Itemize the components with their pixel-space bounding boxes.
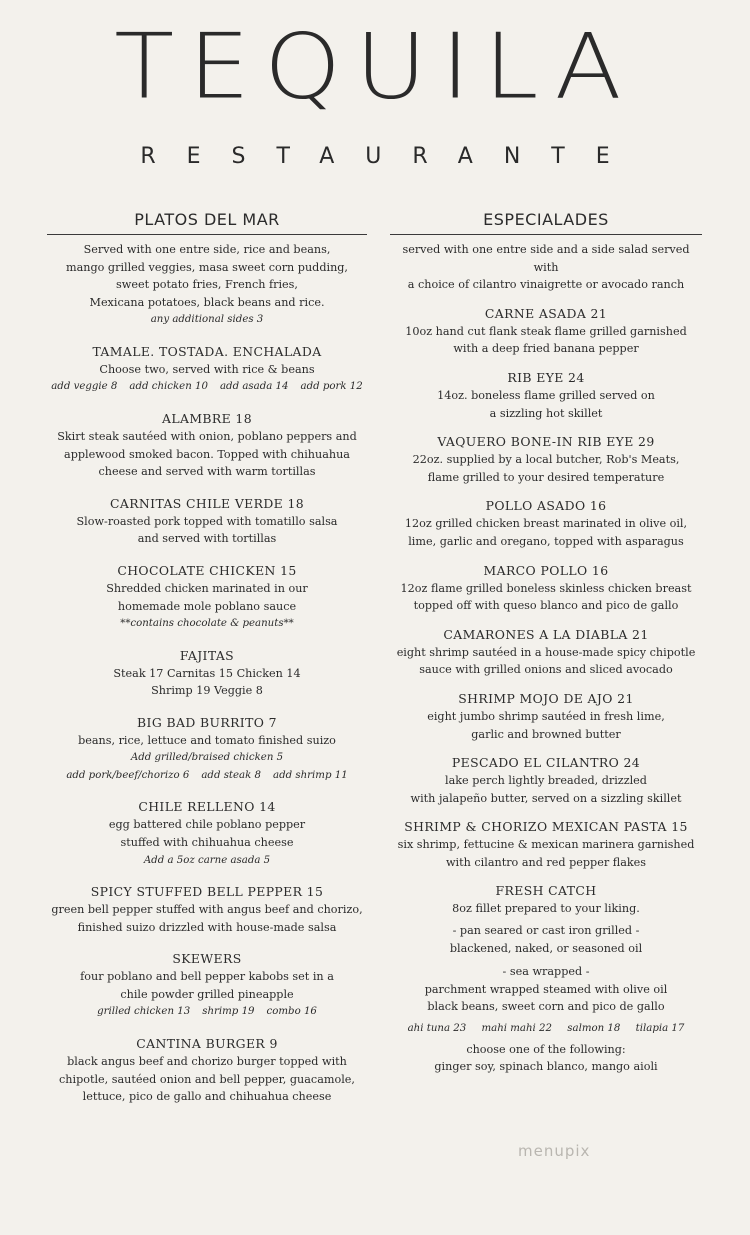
brand-subtitle: RESTAURANTE — [140, 144, 641, 169]
item-desc: finished suizo drizzled with house-made salsa — [77, 920, 337, 934]
menu-item — [47, 562, 367, 633]
item-desc: 22oz. supplied by a local butcher, Rob's Meats, — [412, 453, 680, 467]
item-title: CHILE RELLENO 14 — [138, 799, 276, 815]
item-option: add chicken 10 — [129, 381, 208, 393]
item-desc: choose one of the following: — [466, 1042, 626, 1056]
menu-item — [47, 647, 367, 700]
menu-item — [390, 754, 702, 807]
item-option: Add grilled/braised chicken 5 — [130, 752, 284, 764]
item-option: add steak 8 — [201, 769, 262, 781]
menu-item — [47, 798, 367, 869]
item-desc: homemade mole poblano sauce — [117, 599, 297, 613]
menu-item — [390, 497, 702, 550]
item-desc: Skirt steak sautéed with onion, poblano peppers and — [57, 429, 357, 443]
menu-item — [47, 410, 367, 481]
menu-item — [47, 714, 367, 785]
platos-del-mar-column — [47, 210, 367, 1106]
item-option: shrimp 19 — [202, 1006, 255, 1018]
menu-item — [390, 626, 702, 679]
item-desc: garlic and browned butter — [471, 727, 621, 741]
item-desc: flame grilled to your desired temperature — [427, 470, 665, 484]
item-desc: with a deep fried banana pepper — [453, 342, 639, 356]
item-title: CARNITAS CHILE VERDE 18 — [109, 495, 305, 511]
item-desc: cheese and served with warm tortillas — [98, 465, 316, 479]
item-desc: - sea wrapped - — [502, 965, 590, 979]
item-desc: chipotle, sautéed onion and bell pepper, guacamole, — [59, 1072, 355, 1086]
item-option: grilled chicken 13 — [97, 1006, 191, 1018]
item-desc: lake perch lightly breaded, drizzled — [445, 774, 647, 788]
item-title: ALAMBRE 18 — [162, 410, 252, 426]
item-option: add veggie 8 — [51, 381, 118, 393]
menu-item — [390, 818, 702, 871]
item-desc: Steak 17 Carnitas 15 Chicken 14 — [113, 666, 301, 680]
especialades-column — [390, 210, 702, 1076]
sides-note: any additional sides 3 — [150, 314, 264, 326]
item-desc: 12oz grilled chicken breast marinated in olive oil, — [404, 517, 688, 531]
item-option: Add a 5oz carne asada 5 — [143, 854, 271, 866]
item-desc: topped off with queso blanco and pico de gallo — [413, 599, 679, 613]
item-title: MARCO POLLO 16 — [483, 562, 609, 578]
menu-item — [47, 495, 367, 548]
fish-prices — [390, 1020, 702, 1038]
item-options — [47, 749, 367, 767]
price-option: mahi mahi 22 — [481, 1023, 553, 1035]
item-desc: lettuce, pico de gallo and chihuahua cheese — [82, 1090, 332, 1104]
item-desc: sauce with grilled onions and sliced avocado — [419, 663, 673, 677]
item-desc: a sizzling hot skillet — [489, 406, 603, 420]
item-title: SPICY STUFFED BELL PEPPER 15 — [90, 884, 324, 900]
item-title: TAMALE. TOSTADA. ENCHALADA — [92, 343, 322, 359]
item-option: add asada 14 — [219, 381, 289, 393]
item-desc: eight jumbo shrimp sautéed in fresh lime, — [427, 709, 665, 723]
item-options — [47, 1003, 367, 1021]
item-title: VAQUERO BONE-IN RIB EYE 29 — [437, 434, 655, 450]
menu-item — [390, 369, 702, 422]
desc-line: Served with one entre side, rice and beans, — [83, 243, 331, 256]
item-desc: stuffed with chihuahua cheese — [120, 836, 294, 849]
left-menu-items — [47, 343, 367, 1106]
menu-item — [390, 562, 702, 615]
item-desc: eight shrimp sautéed in a house-made spicy chipotle — [396, 645, 696, 659]
item-title: SHRIMP & CHORIZO MEXICAN PASTA 15 — [404, 819, 688, 835]
item-option: add shrimp 11 — [273, 769, 348, 781]
menu-item — [47, 950, 367, 1021]
menu-item — [390, 305, 702, 358]
price-option: salmon 18 — [567, 1023, 621, 1035]
item-desc: four poblano and bell pepper kabobs set in a — [80, 970, 334, 984]
item-title: FAJITAS — [179, 647, 235, 663]
item-desc: green bell pepper stuffed with angus beef and chorizo, — [51, 903, 363, 917]
item-desc: applewood smoked bacon. Topped with chihuahua — [64, 447, 350, 461]
item-options — [47, 378, 367, 396]
item-title: SKEWERS — [172, 951, 242, 967]
item-options — [47, 767, 367, 785]
right-menu-items — [390, 305, 702, 872]
item-option: **contains chocolate & peanuts** — [120, 618, 294, 630]
item-desc: Shrimp 19 Veggie 8 — [151, 684, 263, 698]
item-desc: six shrimp, fettucine & mexican marinera garnished — [397, 838, 695, 852]
item-desc: parchment wrapped steamed with olive oil — [424, 982, 668, 996]
item-desc: chile powder grilled pineapple — [120, 987, 294, 1001]
menu-item — [47, 343, 367, 396]
item-desc: ginger soy, spinach blanco, mango aioli — [434, 1060, 658, 1074]
item-options — [47, 852, 367, 870]
item-desc: black angus beef and chorizo burger topped with — [67, 1054, 347, 1068]
section-heading: ESPECIALADES — [390, 210, 702, 235]
item-desc: Slow-roasted pork topped with tomatillo salsa — [76, 514, 338, 528]
item-title: CARNE ASADA 21 — [484, 305, 608, 321]
item-title: PESCADO EL CILANTRO 24 — [451, 755, 641, 771]
section-description — [390, 241, 702, 294]
item-desc: - pan seared or cast iron grilled - — [452, 924, 640, 938]
desc-line: Mexicana potatoes, black beans and rice. — [89, 295, 325, 309]
menu-item — [47, 1035, 367, 1106]
item-title: SHRIMP MOJO DE AJO 21 — [458, 690, 634, 706]
item-desc: black beans, sweet corn and pico de gallo — [427, 1000, 665, 1014]
item-desc: lime, garlic and oregano, topped with asparagus — [408, 534, 684, 548]
item-options — [47, 615, 367, 633]
item-title: RIB EYE 24 — [507, 369, 585, 385]
item-desc: beans, rice, lettuce and tomato finished suizo — [78, 733, 336, 747]
item-desc: egg battered chile poblano pepper — [108, 818, 306, 832]
desc-line: sweet potato fries, French fries, — [116, 278, 298, 292]
menu-item — [390, 433, 702, 486]
menu-item — [390, 690, 702, 743]
menu-item-fresh-catch — [390, 882, 702, 1075]
item-desc: 14oz. boneless flame grilled served on — [437, 388, 655, 402]
item-desc: with cilantro and red pepper flakes — [445, 855, 647, 869]
section-heading: PLATOS DEL MAR — [47, 210, 367, 235]
item-title: BIG BAD BURRITO 7 — [137, 714, 277, 730]
item-desc: with jalapeño butter, served on a sizzling skillet — [410, 791, 682, 805]
section-description — [47, 241, 367, 329]
desc-line: served with one entre side and a side salad served with — [402, 243, 690, 274]
item-option: add pork 12 — [300, 381, 363, 393]
item-desc: 12oz flame grilled boneless skinless chicken breast — [400, 581, 692, 595]
item-title: CAMARONES A LA DIABLA 21 — [443, 626, 649, 642]
item-option: add pork/beef/chorizo 6 — [66, 769, 190, 781]
brand-logo-text: TEQUILA — [114, 14, 636, 120]
menu-item — [47, 883, 367, 936]
menupix-watermark: menupix — [518, 1142, 591, 1160]
item-title: CHOCOLATE CHICKEN 15 — [117, 562, 297, 578]
item-title: POLLO ASADO 16 — [485, 498, 607, 514]
price-option: tilapia 17 — [635, 1023, 685, 1035]
item-title: FRESH CATCH — [495, 883, 597, 899]
desc-line: mango grilled veggies, masa sweet corn pudding, — [66, 260, 348, 274]
desc-line: a choice of cilantro vinaigrette or avocado ranch — [407, 278, 685, 292]
item-option: combo 16 — [266, 1006, 317, 1018]
item-title: CANTINA BURGER 9 — [136, 1035, 278, 1051]
item-desc: blackened, naked, or seasoned oil — [449, 941, 643, 955]
item-desc: Shredded chicken marinated in our — [106, 581, 308, 595]
item-desc: and served with tortillas — [137, 532, 277, 546]
price-option: ahi tuna 23 — [407, 1023, 467, 1035]
item-desc: Choose two, served with rice & beans — [99, 362, 315, 376]
item-desc: 8oz fillet prepared to your liking. — [452, 902, 640, 916]
item-desc: 10oz hand cut flank steak flame grilled garnished — [405, 324, 687, 338]
